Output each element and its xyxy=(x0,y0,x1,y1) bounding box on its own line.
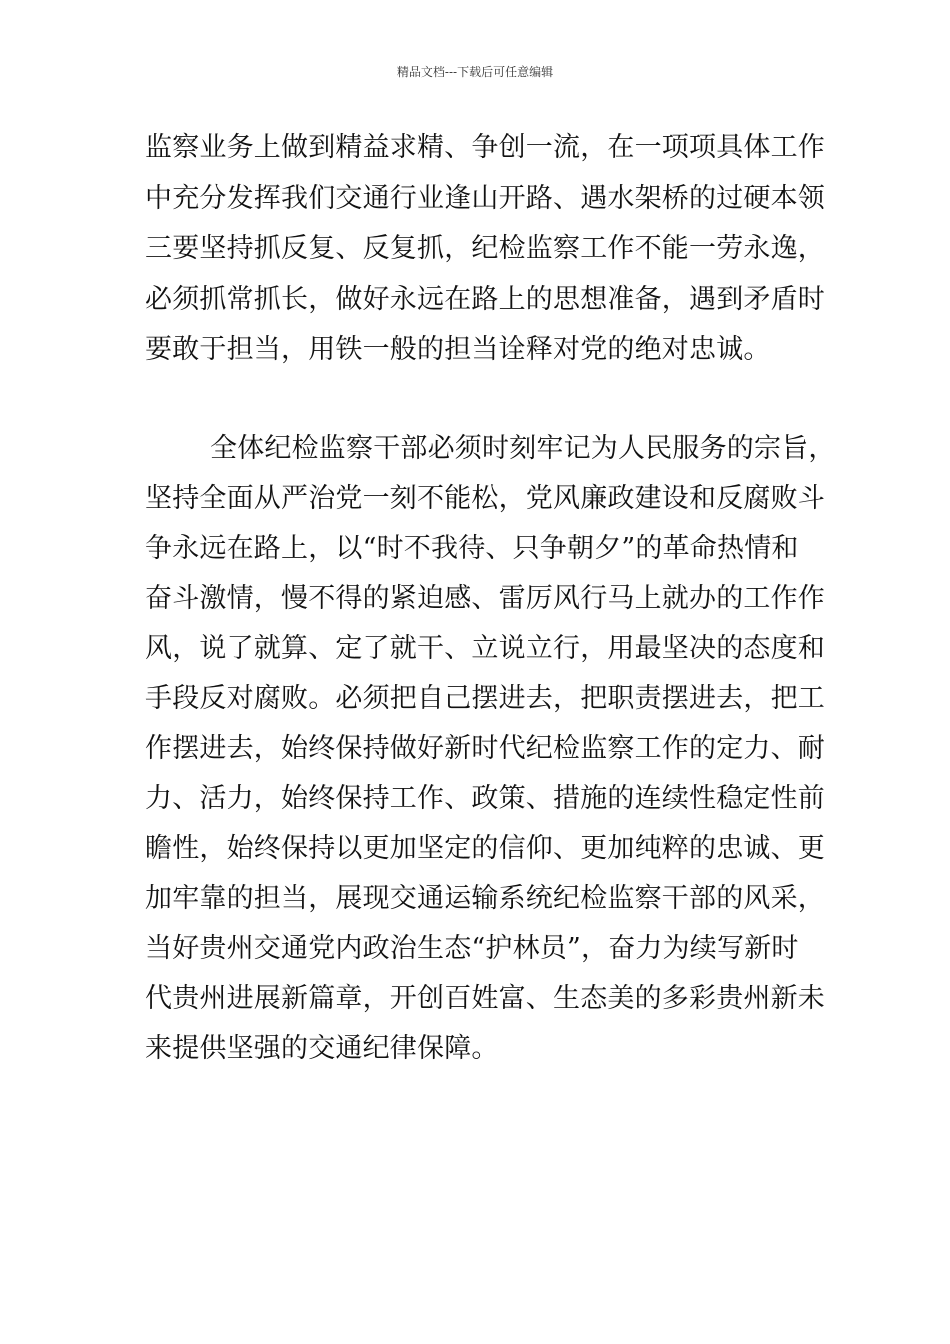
paragraph-2-line-9: 瞻性，始终保持以更加坚定的信仰、更加纯粹的忠诚、更 xyxy=(145,833,825,864)
paragraph-2-line-13: 来提供坚强的交通纪律保障。 xyxy=(145,1033,499,1064)
paragraph-1-line-3: 三要坚持抓反复、反复抓，纪检监察工作不能一劳永逸， xyxy=(145,233,825,264)
paragraph-2-line-4: 奋斗激情，慢不得的紧迫感、雷厉风行马上就办的工作作 xyxy=(145,583,825,614)
paragraph-2-line-10: 加牢靠的担当，展现交通运输系统纪检监察干部的风采， xyxy=(145,883,825,914)
paragraph-2-line-7: 作摆进去，始终保持做好新时代纪检监察工作的定力、耐 xyxy=(145,733,825,764)
paragraph-2-line-11: 当好贵州交通党内政治生态“护林员”，奋力为续写新时 xyxy=(145,933,799,964)
paragraph-2-line-5: 风，说了就算、定了就干、立说立行，用最坚决的态度和 xyxy=(145,633,825,664)
paragraph-1-line-1: 监察业务上做到精益求精、争创一流，在一项项具体工作 xyxy=(145,132,825,163)
paragraph-2-line-8: 力、活力，始终保持工作、政策、措施的连续性稳定性前 xyxy=(145,783,825,814)
paragraph-2-line-1: 全体纪检监察干部必须时刻牢记为人民服务的宗旨， xyxy=(210,433,836,464)
paragraph-2-line-12: 代贵州进展新篇章，开创百姓富、生态美的多彩贵州新未 xyxy=(145,983,825,1014)
page-header: 精品文档---下载后可任意编辑 xyxy=(396,65,554,79)
paragraph-1-line-5: 要敢于担当，用铁一般的担当诠释对党的绝对忠诚。 xyxy=(145,334,771,365)
paragraph-1-line-4: 必须抓常抓长，做好永远在路上的思想准备，遇到矛盾时 xyxy=(145,284,825,315)
paragraph-2-line-3: 争永远在路上，以“时不我待、只争朝夕”的革命热情和 xyxy=(145,533,799,564)
paragraph-2-line-6: 手段反对腐败。必须把自己摆进去，把职责摆进去，把工 xyxy=(145,683,825,714)
paragraph-1-line-2: 中充分发挥我们交通行业逢山开路、遇水架桥的过硬本领 xyxy=(145,183,825,214)
paragraph-2-line-2: 坚持全面从严治党一刻不能松，党风廉政建设和反腐败斗 xyxy=(145,483,825,514)
